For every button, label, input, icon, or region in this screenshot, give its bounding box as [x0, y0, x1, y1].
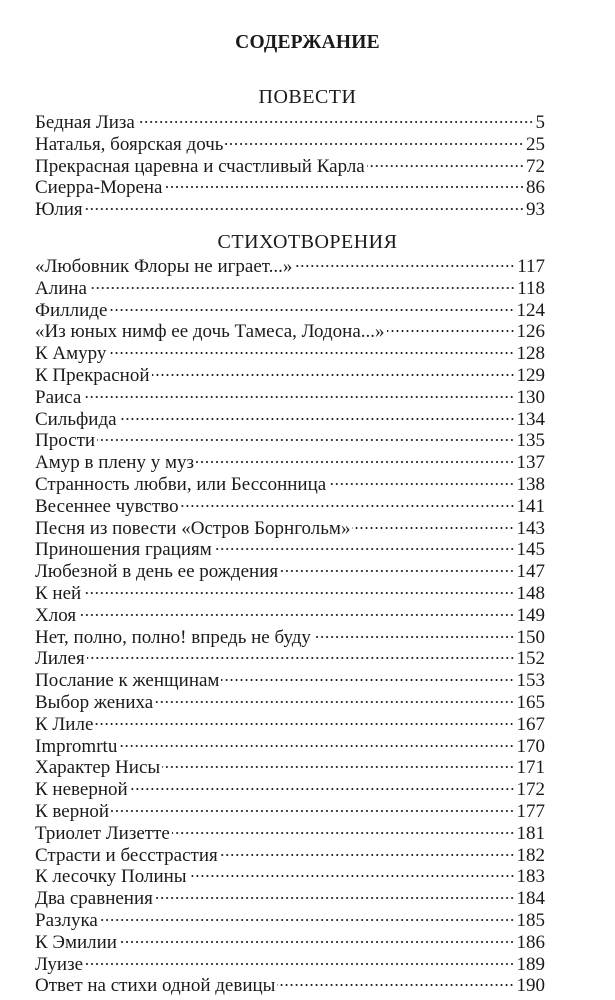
toc-dot-leader: [277, 984, 514, 986]
toc-entry: [35, 278, 545, 300]
toc-entry-title: Impromrtu: [35, 735, 118, 757]
toc-entry-title: Триолет Лизетте: [35, 822, 170, 844]
toc-dot-leader: [313, 636, 515, 638]
toc-entry-title: Два сравнения: [35, 888, 153, 910]
toc-dot-leader: [83, 592, 514, 594]
toc-entry-title: Сильфида: [35, 408, 117, 430]
toc-entry: [35, 518, 545, 540]
toc-entry-page-number: 145: [516, 539, 545, 561]
toc-entry-page-number: 189: [516, 953, 545, 975]
toc-entry-title: Филлиде: [35, 299, 108, 321]
toc-dot-leader: [95, 723, 514, 725]
toc-entry-page-number: 93: [526, 199, 545, 221]
toc-entry: [35, 343, 545, 365]
toc-entry: [35, 112, 545, 134]
toc-entry: [35, 387, 545, 409]
toc-dot-leader: [352, 527, 514, 529]
toc-entry-title: Амур в плену у муз: [35, 452, 194, 474]
toc-entry-title: Характер Нисы: [35, 757, 161, 779]
toc-entry: [35, 627, 545, 649]
toc-entry-page-number: 86: [526, 177, 545, 199]
toc-entry-title: Луизе: [35, 953, 84, 975]
toc-entry: [35, 365, 545, 387]
toc-entry-page-number: 170: [516, 735, 545, 757]
toc-entry-page-number: 135: [516, 430, 545, 452]
toc-entry-title: Ответ на стихи одной девицы: [35, 975, 276, 997]
toc-entry-page-number: 186: [516, 931, 545, 953]
toc-entry-title: Бедная Лиза: [35, 112, 135, 133]
toc-dot-leader: [280, 570, 514, 572]
toc-entry-title: Послание к женщинам: [35, 670, 220, 692]
toc-entry-title: К Лиле: [35, 713, 94, 735]
toc-dot-leader: [196, 461, 515, 463]
toc-dot-leader: [97, 439, 514, 441]
toc-dot-leader: [328, 483, 514, 485]
toc-dot-leader: [130, 788, 515, 790]
toc-entry-title: Выбор жениха: [35, 691, 154, 713]
toc-entry-title: Приношения грациям: [35, 539, 212, 561]
toc-entry-title: Разлука: [35, 909, 98, 931]
toc-dot-leader: [221, 679, 514, 681]
toc-dot-leader: [181, 505, 515, 507]
toc-entry-page-number: 147: [516, 561, 545, 583]
toc-entry-page-number: 172: [516, 779, 545, 801]
toc-entry-title: Прости: [35, 430, 96, 452]
toc-dot-leader: [220, 854, 515, 856]
toc-entry-title: Нет, полно, полно! впредь не буду: [35, 626, 311, 648]
toc-entry-page-number: 148: [516, 582, 545, 604]
toc-entry: [35, 452, 545, 474]
toc-entry: [35, 474, 545, 496]
toc-entry: [35, 757, 545, 779]
toc-entry-page-number: 5: [535, 112, 545, 133]
toc-entry: [35, 779, 545, 801]
toc-dot-leader: [172, 832, 515, 834]
toc-entry-title: К лесочку Полины: [35, 866, 187, 888]
toc-entry-page-number: 25: [526, 133, 545, 155]
toc-entry: [35, 866, 545, 888]
toc-entry-title: К Прекрасной: [35, 364, 150, 386]
toc-entry-page-number: 185: [516, 909, 545, 931]
toc-entry-page-number: 184: [516, 888, 545, 910]
toc-entry: [35, 321, 545, 343]
toc-entry-page-number: 124: [516, 299, 545, 321]
toc-entry: [35, 670, 545, 692]
toc-entry: [35, 692, 545, 714]
page-title: СОДЕРЖАНИЕ: [235, 32, 380, 53]
toc-entry-title: Страсти и бесстрастия: [35, 844, 218, 866]
toc-entry: [35, 736, 545, 758]
toc-list-stikhotvoreniya: [35, 256, 545, 997]
toc-dot-leader: [85, 208, 524, 210]
toc-entry-title: Сиерра-Морена: [35, 177, 163, 199]
toc-entry-page-number: 181: [516, 822, 545, 844]
toc-entry-title: Прекрасная царевна и счастливый Карла: [35, 155, 365, 177]
toc-dot-leader: [225, 143, 524, 145]
toc-entry: [35, 583, 545, 605]
toc-entry: [35, 561, 545, 583]
toc-list-povesti: [35, 112, 545, 221]
toc-dot-leader: [189, 875, 515, 877]
toc-entry-title: Любезной в день ее рождения: [35, 561, 279, 583]
toc-entry-title: Лилея: [35, 648, 85, 670]
toc-dot-leader: [152, 374, 515, 376]
toc-dot-leader: [387, 330, 515, 332]
toc-entry-page-number: 72: [526, 155, 545, 177]
toc-dot-leader: [162, 766, 514, 768]
toc-entry-page-number: 171: [516, 757, 545, 779]
toc-entry: [35, 177, 545, 199]
toc-entry-page-number: 129: [516, 364, 545, 386]
toc-entry-title: «Из юных нимф ее дочь Тамеса, Лодона...»: [35, 321, 385, 343]
toc-entry: [35, 605, 545, 627]
toc-dot-leader: [83, 396, 514, 398]
toc-entry-page-number: 177: [516, 800, 545, 822]
toc-entry: [35, 648, 545, 670]
toc-entry-title: К ней: [35, 582, 82, 604]
toc-entry-title: Весеннее чувство: [35, 495, 179, 517]
toc-entry-title: Странность любви, или Бессонница: [35, 473, 327, 495]
toc-dot-leader: [78, 614, 514, 616]
toc-dot-leader: [100, 919, 515, 921]
toc-entry-page-number: 126: [516, 321, 545, 343]
toc-entry-page-number: 165: [516, 691, 545, 713]
toc-entry-title: «Любовник Флоры не играет...»: [35, 256, 293, 277]
toc-entry-title: Песня из повести «Остров Борнгольм»: [35, 517, 351, 539]
toc-entry: [35, 932, 545, 954]
toc-entry: [35, 199, 545, 221]
toc-entry-title: Наталья, боярская дочь: [35, 133, 224, 155]
toc-entry-page-number: 128: [516, 343, 545, 365]
toc-entry-page-number: 153: [516, 670, 545, 692]
toc-entry-page-number: 149: [516, 604, 545, 626]
toc-entry: [35, 954, 545, 976]
toc-entry-title: К верной: [35, 800, 110, 822]
toc-entry-page-number: 190: [516, 975, 545, 997]
toc-dot-leader: [108, 352, 514, 354]
toc-dot-leader: [109, 309, 514, 311]
toc-entry: [35, 156, 545, 178]
toc-entry-page-number: 118: [517, 277, 545, 299]
toc-entry: [35, 496, 545, 518]
toc-entry: [35, 539, 545, 561]
toc-entry: [35, 801, 545, 823]
toc-dot-leader: [137, 121, 534, 123]
toc-dot-leader: [119, 745, 514, 747]
toc-entry-title: Алина: [35, 277, 87, 299]
toc-entry-page-number: 143: [516, 517, 545, 539]
toc-entry-page-number: 152: [516, 648, 545, 670]
toc-entry: [35, 430, 545, 452]
toc-entry: [35, 714, 545, 736]
toc-entry-page-number: 150: [516, 626, 545, 648]
toc-dot-leader: [294, 265, 515, 267]
toc-entry: [35, 910, 545, 932]
toc-dot-leader: [367, 165, 524, 167]
toc-entry: [35, 134, 545, 156]
toc-entry-title: К неверной: [35, 779, 128, 801]
toc-entry-page-number: 138: [516, 473, 545, 495]
toc-dot-leader: [89, 287, 515, 289]
toc-entry-page-number: 130: [516, 386, 545, 408]
toc-dot-leader: [87, 657, 515, 659]
toc-dot-leader: [155, 897, 515, 899]
toc-entry-title: Хлоя: [35, 604, 77, 626]
toc-entry-title: К Амуру: [35, 343, 107, 365]
toc-dot-leader: [85, 963, 514, 965]
toc-entry: [35, 888, 545, 910]
toc-entry: [35, 409, 545, 431]
toc-dot-leader: [111, 810, 514, 812]
toc-dot-leader: [119, 941, 515, 943]
toc-dot-leader: [119, 418, 515, 420]
toc-dot-leader: [214, 548, 515, 550]
toc-entry-page-number: 137: [516, 452, 545, 474]
toc-entry-title: К Эмилии: [35, 931, 117, 953]
toc-entry: [35, 256, 545, 278]
toc-entry: [35, 845, 545, 867]
toc-entry: [35, 300, 545, 322]
toc-entry-page-number: 134: [516, 408, 545, 430]
toc-dot-leader: [155, 701, 514, 703]
section-heading-stikhotvoreniya: СТИХОТВОРЕНИЯ: [217, 231, 398, 253]
toc-entry: [35, 823, 545, 845]
toc-entry-page-number: 117: [517, 256, 545, 277]
toc-entry-title: Раиса: [35, 386, 82, 408]
toc-entry-page-number: 167: [516, 713, 545, 735]
toc-entry-page-number: 141: [516, 495, 545, 517]
toc-entry-page-number: 183: [516, 866, 545, 888]
section-heading-povesti: ПОВЕСТИ: [258, 86, 357, 108]
toc-entry-page-number: 182: [516, 844, 545, 866]
toc-entry-title: Юлия: [35, 199, 83, 221]
toc-dot-leader: [165, 186, 525, 188]
toc-entry: [35, 975, 545, 997]
